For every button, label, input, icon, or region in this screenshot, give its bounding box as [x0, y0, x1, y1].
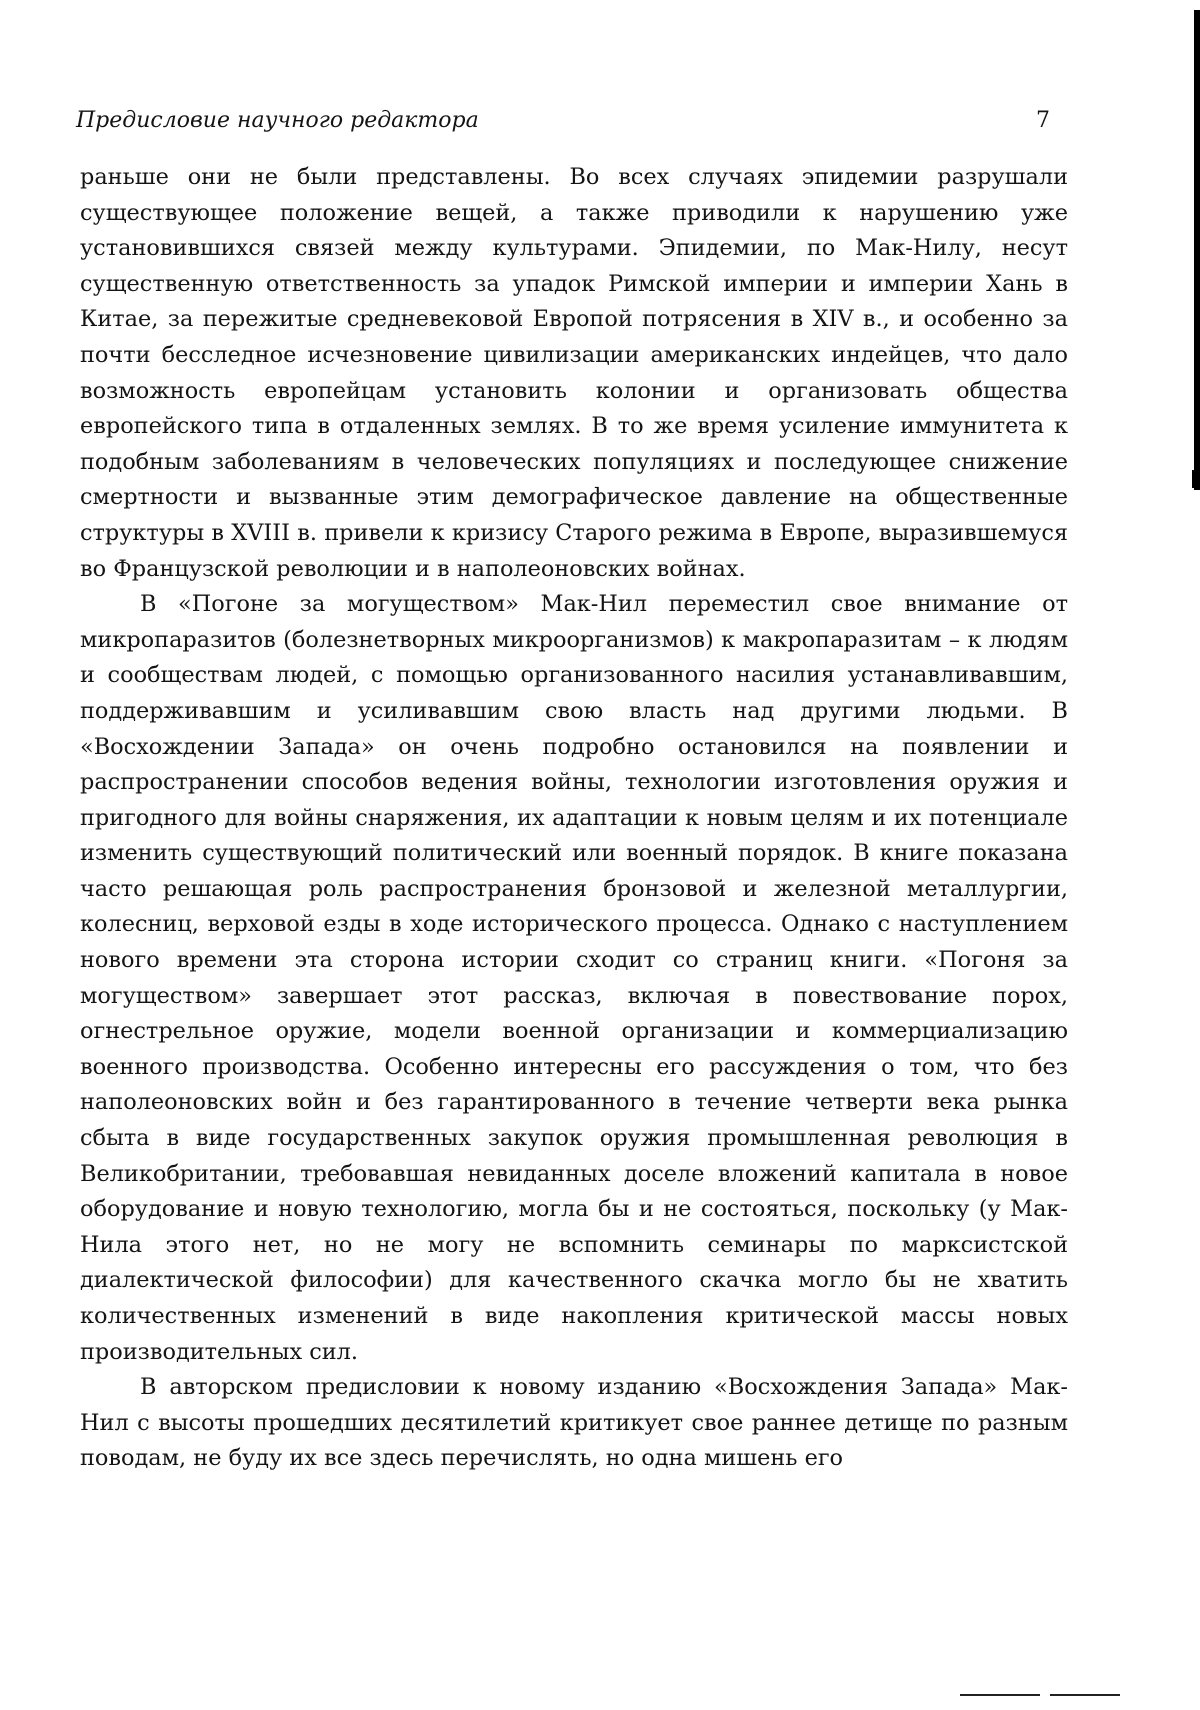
running-header	[76, 108, 1050, 142]
running-title: Предисловие научного редактора	[76, 108, 479, 133]
body-text	[80, 160, 1068, 1477]
paragraph: В авторском предисловии к новому изданию «Восхождения Запада» Мак-Нил с высоты прошедших десятилетий критикует свое раннее детище по разным поводам, не буду их все здесь перечислять, но одна мишень его	[80, 1370, 1068, 1477]
scan-footer-mark	[1050, 1694, 1120, 1696]
scan-footer-mark	[960, 1694, 1040, 1696]
paragraph-continued: раньше они не были представлены. Во всех случаях эпидемии разрушали существующее положение вещей, а также приводили к нарушению уже установившихся связей между культурами. Эпидемии, по Мак-Нилу, несут существенную ответственность за упадок Римской империи и империи Хань в Китае, за пережитые средневековой Европой потрясения в XIV в., и особенно за почти бесследное исчезновение цивилизации американских индейцев, что дало возможность европейцам установить колонии и организовать общества европейского типа в отдаленных землях. В то же время усиление иммунитета к подобным заболеваниям в человеческих популяциях и последующее снижение смертности и вызванные этим демографическое давление на общественные структуры в XVIII в. привели к кризису Старого режима в Европе, выразившемуся во Французской революции и в наполеоновских войнах.	[80, 160, 1068, 587]
page-number: 7	[1036, 108, 1050, 133]
paragraph: В «Погоне за могуществом» Мак-Нил переместил свое внимание от микропаразитов (болезнетворных микроорганизмов) к макропаразитам – к людям и сообществам людей, с помощью организованного насилия устанавливавшим, поддерживавшим и усиливавшим свою власть над другими людьми. В «Восхождении Запада» он очень подробно остановился на появлении и распространении способов ведения войны, технологии изготовления оружия и пригодного для войны снаряжения, их адаптации к новым целям и их потенциале изменить существующий политический или военный порядок. В книге показана часто решающая роль распространения бронзовой и железной металлургии, колесниц, верховой езды в ходе исторического процесса. Однако с наступлением нового времени эта сторона истории сходит со страниц книги. «Погоня за могуществом» завершает этот рассказ, включая в повествование порох, огнестрельное оружие, модели военной организации и коммерциализацию военного производства. Особенно интересны его рассуждения о том, что без наполеоновских войн и без гарантированного в течение четверти века рынка сбыта в виде государственных закупок оружия промышленная революция в Великобритании, требовавшая невиданных доселе вложений капитала в новое оборудование и новую технологию, могла бы и не состояться, поскольку (у Мак-Нила этого нет, но не могу не вспомнить семинары по марксистской диалектической философии) для качественного скачка могло бы не хватить количественных изменений в виде накопления критической массы новых производительных сил.	[80, 587, 1068, 1370]
scan-edge-tick	[1192, 470, 1194, 488]
scan-edge-bar	[1194, 10, 1200, 490]
book-page	[0, 0, 1200, 1710]
